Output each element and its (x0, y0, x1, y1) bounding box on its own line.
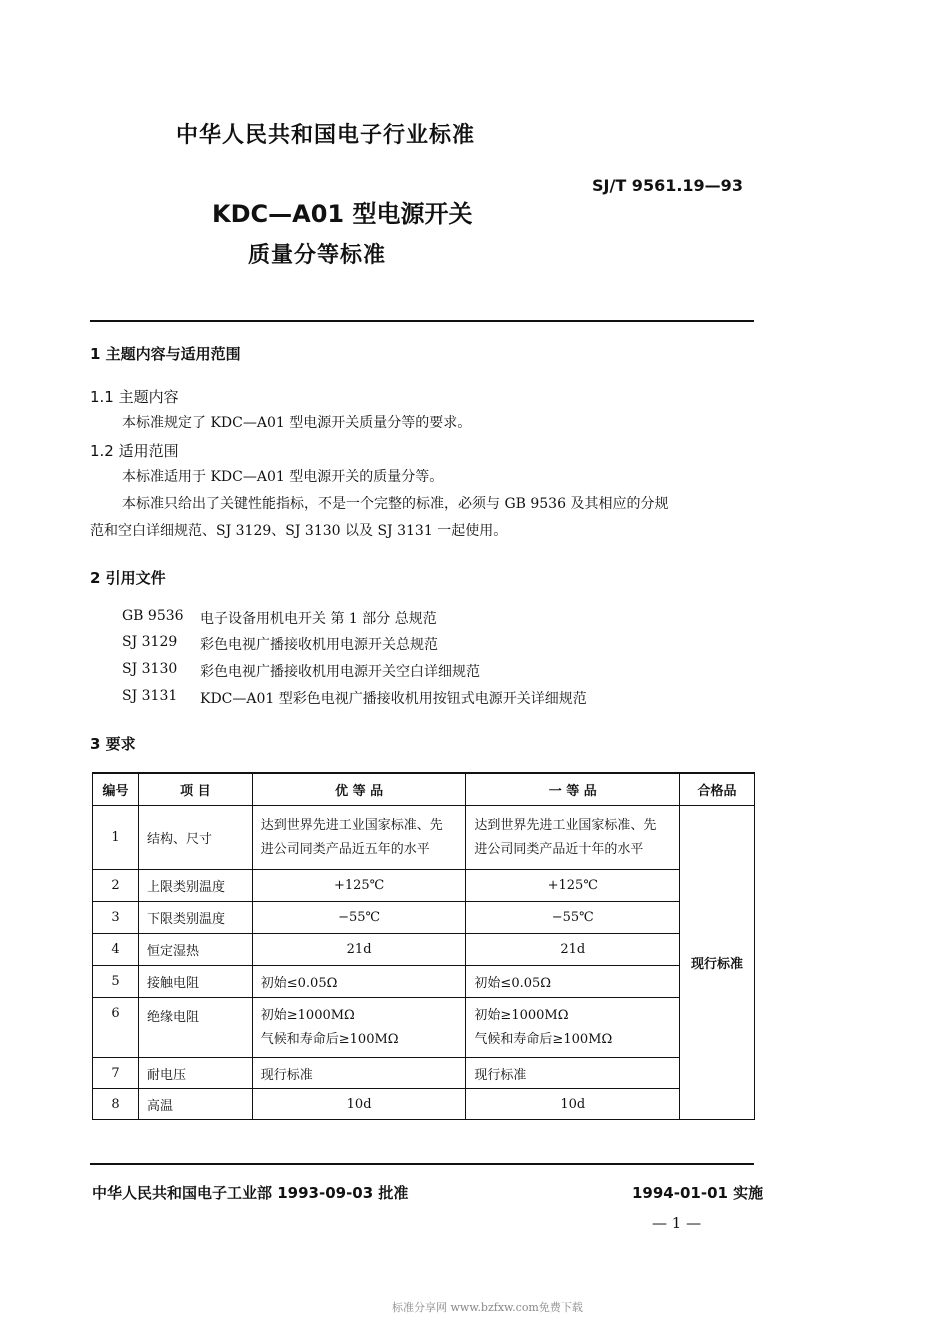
table-header-row (93, 773, 755, 806)
row-first-grade: 21d (466, 934, 680, 966)
ref-title: 彩色电视广播接收机用电源开关总规范 (200, 637, 438, 653)
table-row (93, 806, 755, 870)
row-first-grade: 10d (466, 1089, 680, 1120)
row-number: 8 (93, 1089, 139, 1120)
row-number: 5 (93, 966, 139, 998)
row-excellent (252, 998, 466, 1058)
ref-code: SJ 3131 (122, 688, 178, 704)
row-number: 6 (93, 998, 139, 1058)
cell-line: 气候和寿命后≥100MΩ (474, 1031, 613, 1047)
watermark-text: 标准分享网 www.bzfxw.com免费下载 (392, 1301, 583, 1314)
standard-code: SJ/T 9561.19—93 (592, 176, 743, 195)
table-row (93, 998, 755, 1058)
col-header-excellent: 优 等 品 (252, 773, 466, 806)
row-excellent: 初始≤0.05Ω (252, 966, 466, 998)
col-header-qualified: 合格品 (680, 773, 755, 806)
section-1-1-text: 本标准规定了 KDC—A01 型电源开关质量分等的要求。 (122, 415, 472, 431)
row-number: 4 (93, 934, 139, 966)
row-item: 高温 (138, 1089, 252, 1120)
row-first-grade: +125℃ (466, 870, 680, 902)
cell-line: 进公司同类产品近十年的水平 (474, 841, 644, 857)
effective-date: 1994-01-01 实施 (632, 1184, 764, 1202)
row-first-grade (466, 998, 680, 1058)
cell-line: 达到世界先进工业国家标准、先 (474, 817, 657, 833)
row-qualified-merged: 现行标准 (680, 806, 755, 1120)
section-1-1-heading: 1.1 主题内容 (90, 388, 179, 406)
issuing-body-title: 中华人民共和国电子行业标准 (176, 123, 476, 148)
row-first-grade: 现行标准 (466, 1058, 680, 1089)
row-first-grade: −55℃ (466, 902, 680, 934)
row-number: 2 (93, 870, 139, 902)
cell-line: 初始≥1000MΩ (474, 1007, 569, 1023)
section-1-2-text-2b: 范和空白详细规范、SJ 3129、SJ 3130 以及 SJ 3131 一起使用。 (90, 523, 508, 539)
row-number: 3 (93, 902, 139, 934)
ref-title: KDC—A01 型彩色电视广播接收机用按钮式电源开关详细规范 (200, 691, 587, 707)
row-first-grade (466, 806, 680, 870)
row-item: 接触电阻 (138, 966, 252, 998)
row-item: 结构、尺寸 (138, 806, 252, 870)
table-row (93, 966, 755, 998)
ref-code: SJ 3129 (122, 634, 178, 650)
table-row (93, 870, 755, 902)
row-excellent: 21d (252, 934, 466, 966)
row-item: 绝缘电阻 (138, 998, 252, 1058)
document-title-line-2: 质量分等标准 (248, 243, 387, 268)
table-row (93, 902, 755, 934)
row-excellent: +125℃ (252, 870, 466, 902)
table-row (93, 1089, 755, 1120)
page-number: — 1 — (652, 1214, 702, 1232)
footer-divider (90, 1163, 754, 1165)
header-divider (90, 320, 754, 322)
requirements-table (92, 772, 755, 1120)
table-row (93, 1058, 755, 1089)
section-3-heading: 3 要求 (90, 735, 136, 753)
row-number: 1 (93, 806, 139, 870)
cell-line: 达到世界先进工业国家标准、先 (260, 817, 443, 833)
cell-line: 气候和寿命后≥100MΩ (260, 1031, 399, 1047)
row-excellent: −55℃ (252, 902, 466, 934)
row-excellent: 现行标准 (252, 1058, 466, 1089)
section-2-heading: 2 引用文件 (90, 569, 166, 587)
row-item: 上限类别温度 (138, 870, 252, 902)
row-item: 下限类别温度 (138, 902, 252, 934)
row-item: 恒定湿热 (138, 934, 252, 966)
section-1-2-heading: 1.2 适用范围 (90, 442, 179, 460)
table-row (93, 934, 755, 966)
section-1-2-text-2a: 本标准只给出了关键性能指标，不是一个完整的标准，必须与 GB 9536 及其相应的分规 (122, 496, 669, 512)
col-header-number: 编号 (93, 773, 139, 806)
row-excellent: 10d (252, 1089, 466, 1120)
cell-line: 进公司同类产品近五年的水平 (260, 841, 430, 857)
row-first-grade: 初始≤0.05Ω (466, 966, 680, 998)
ref-code: GB 9536 (122, 608, 184, 624)
ref-title: 彩色电视广播接收机用电源开关空白详细规范 (200, 664, 480, 680)
col-header-first-grade: 一 等 品 (466, 773, 680, 806)
col-header-item: 项 目 (138, 773, 252, 806)
approval-note: 中华人民共和国电子工业部 1993-09-03 批准 (92, 1184, 409, 1202)
cell-line: 初始≥1000MΩ (260, 1007, 355, 1023)
ref-title: 电子设备用机电开关 第 1 部分 总规范 (200, 611, 437, 627)
row-item: 耐电压 (138, 1058, 252, 1089)
ref-code: SJ 3130 (122, 661, 178, 677)
row-excellent (252, 806, 466, 870)
row-number: 7 (93, 1058, 139, 1089)
document-title-line-1: KDC—A01 型电源开关 (212, 200, 473, 228)
section-1-heading: 1 主题内容与适用范围 (90, 345, 241, 363)
section-1-2-text-1: 本标准适用于 KDC—A01 型电源开关的质量分等。 (122, 469, 444, 485)
